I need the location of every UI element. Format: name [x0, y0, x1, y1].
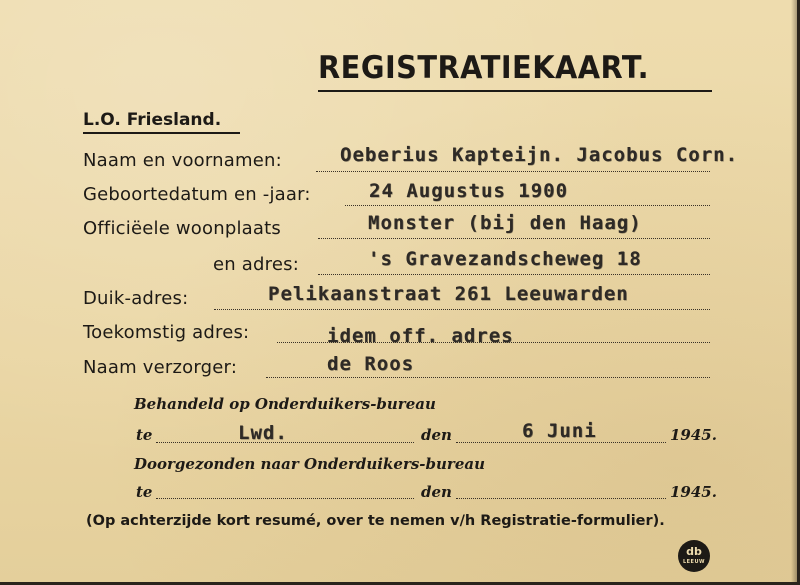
logo-mark: db [686, 545, 702, 558]
card-title: REGISTRATIEKAART. [318, 50, 650, 86]
dotted-line-doorgezonden-den [456, 498, 666, 499]
field-value-adres: 's Gravezandscheweg 18 [368, 248, 642, 270]
organization-label: L.O. Friesland. [83, 110, 222, 130]
dotted-line-behandeld-den [456, 442, 666, 443]
organization-underline [83, 132, 240, 134]
field-label-adres: en adres: [213, 254, 299, 275]
behandeld-den-label: den [421, 426, 452, 444]
field-label-verzorger: Naam verzorger: [83, 357, 238, 378]
doorgezonden-den-label: den [421, 483, 452, 501]
footnote: (Op achterzijde kort resumé, over te nemen v/h Registratie-formulier). [86, 513, 665, 529]
dotted-line-adres [318, 274, 710, 275]
dotted-line-naam [316, 171, 710, 172]
field-label-geboorte: Geboortedatum en -jaar: [83, 184, 311, 205]
card-edge-shadow [791, 0, 797, 585]
field-value-verzorger: de Roos [327, 353, 415, 375]
doorgezonden-te-label: te [136, 483, 153, 501]
field-value-woonplaats: Monster (bij den Haag) [368, 212, 642, 234]
field-label-toekomstig: Toekomstig adres: [83, 322, 250, 343]
doorgezonden-heading: Doorgezonden naar Onderduikers-bureau [134, 455, 485, 473]
behandeld-te-value: Lwd. [238, 422, 288, 444]
field-value-toekomstig: idem off. adres [327, 325, 514, 347]
title-underline [318, 90, 712, 92]
behandeld-year: 1945. [670, 426, 717, 444]
field-value-duik: Pelikaanstraat 261 Leeuwarden [268, 283, 629, 305]
field-label-woonplaats: Officiëele woonplaats [83, 218, 281, 239]
field-label-naam: Naam en voornamen: [83, 150, 282, 171]
field-value-geboorte: 24 Augustus 1900 [369, 180, 569, 202]
dotted-line-verzorger [266, 377, 710, 378]
dotted-line-duik [214, 309, 710, 310]
dotted-line-woonplaats [318, 238, 710, 239]
field-label-duik: Duik-adres: [83, 288, 189, 309]
dotted-line-doorgezonden-te [156, 498, 414, 499]
dotted-line-geboorte [345, 205, 710, 206]
doorgezonden-year: 1945. [670, 483, 717, 501]
printer-logo-icon [678, 540, 710, 572]
logo-subtext: LEEUW [682, 559, 706, 565]
behandeld-den-value: 6 Juni [522, 420, 597, 442]
field-value-naam: Oeberius Kapteijn. Jacobus Corn. [340, 144, 739, 166]
behandeld-heading: Behandeld op Onderduikers-bureau [134, 395, 436, 413]
behandeld-te-label: te [136, 426, 153, 444]
